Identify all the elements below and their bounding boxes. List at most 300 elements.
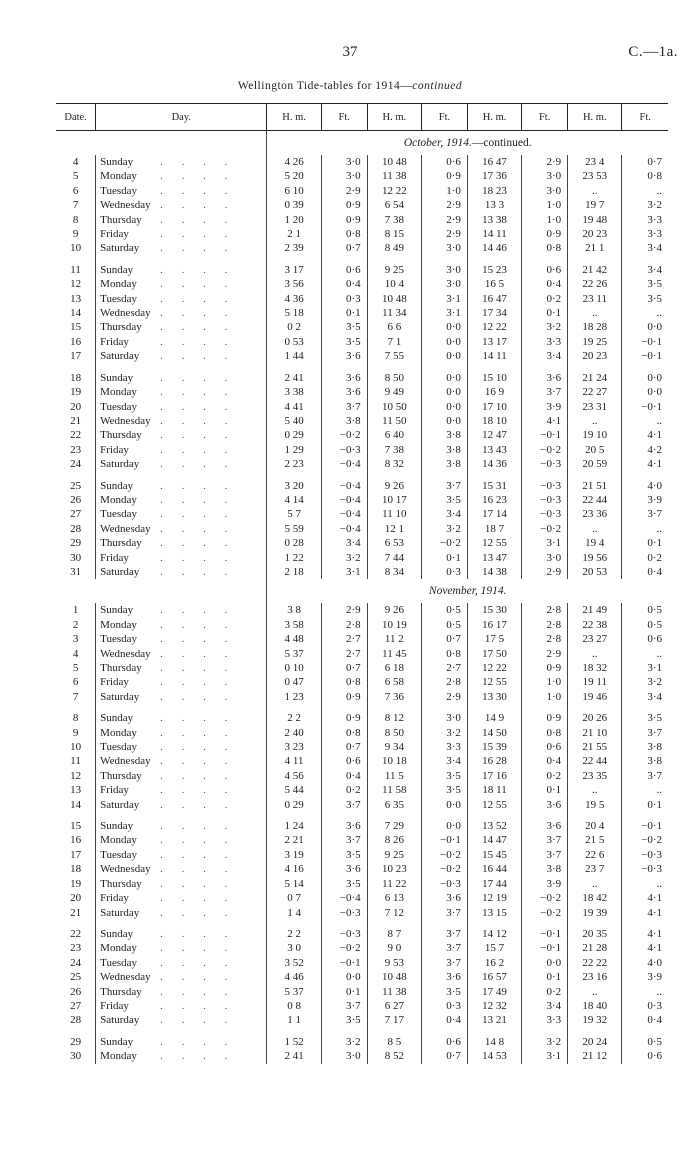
height-cell: 3·7: [321, 798, 367, 812]
time-cell: 1 20: [267, 213, 321, 227]
leader-dots: . . . .: [160, 263, 236, 276]
time-cell: ..: [568, 306, 622, 320]
date-cell: 14: [70, 307, 82, 320]
height-cell: −0·1: [622, 349, 668, 363]
time-cell: 9 49: [367, 385, 421, 399]
height-cell: 1·0: [421, 184, 467, 198]
table-row: [56, 769, 668, 783]
time-cell: 12 32: [467, 999, 521, 1013]
date-cell: 11: [70, 263, 81, 276]
time-cell: 1 4: [267, 906, 321, 920]
time-cell: 19 4: [568, 536, 622, 550]
table-row: [56, 507, 668, 521]
table-row: [56, 292, 668, 306]
day-cell: [96, 833, 267, 847]
table-row: [56, 169, 668, 183]
leader-dots: . . . .: [160, 242, 236, 255]
day-cell: [96, 754, 267, 768]
time-cell: 0 8: [267, 999, 321, 1013]
height-cell: 0·9: [421, 169, 467, 183]
table-row: [56, 618, 668, 632]
time-cell: 14 9: [467, 711, 521, 725]
height-cell: −0·1: [622, 335, 668, 349]
height-cell: 0·5: [622, 618, 668, 632]
height-cell: 3·4: [321, 536, 367, 550]
leader-dots: . . . .: [160, 755, 236, 768]
time-cell: 22 26: [568, 277, 622, 291]
time-cell: 3 58: [267, 618, 321, 632]
day-name: Friday: [100, 892, 129, 905]
date-cell: 9: [72, 228, 79, 241]
height-cell: 0·8: [321, 675, 367, 689]
height-cell: 3·5: [421, 783, 467, 797]
time-cell: 17 14: [467, 507, 521, 521]
date-cell: 6: [72, 184, 79, 197]
table-row: [56, 479, 668, 493]
time-cell: 13 52: [467, 819, 521, 833]
day-cell: [96, 522, 267, 536]
time-cell: 21 10: [568, 726, 622, 740]
gap-cell: [622, 364, 668, 371]
height-cell: 2·8: [522, 603, 568, 617]
height-cell: 3·2: [622, 198, 668, 212]
time-cell: 10 48: [367, 155, 421, 169]
height-cell: 0·3: [421, 565, 467, 579]
day-name: Friday: [100, 999, 129, 1012]
height-cell: 3·8: [522, 862, 568, 876]
time-cell: 1 22: [267, 551, 321, 565]
day-name: Sunday: [100, 927, 134, 940]
leader-dots: . . . .: [160, 942, 236, 955]
date-cell: 23: [70, 443, 82, 456]
height-cell: 0·0: [421, 335, 467, 349]
time-cell: 23 35: [568, 769, 622, 783]
header-row: [56, 104, 668, 131]
leader-dots: . . . .: [160, 604, 236, 617]
table-row: [56, 956, 668, 970]
gap-cell: [96, 812, 267, 819]
table-row: [56, 536, 668, 550]
day-name: Friday: [100, 676, 129, 689]
time-cell: 10 50: [367, 400, 421, 414]
time-cell: 16 9: [467, 385, 521, 399]
time-cell: 13 3: [467, 198, 521, 212]
time-cell: 8 32: [367, 457, 421, 471]
height-cell: 3·4: [522, 349, 568, 363]
day-name: Saturday: [100, 458, 140, 471]
time-cell: 17 5: [467, 632, 521, 646]
day-cell: [96, 565, 267, 579]
leader-dots: . . . .: [160, 213, 236, 226]
day-cell: [96, 1035, 267, 1049]
time-cell: 10 4: [367, 277, 421, 291]
height-cell: 1·0: [522, 690, 568, 704]
leader-dots: . . . .: [160, 522, 236, 535]
time-cell: 11 22: [367, 877, 421, 891]
height-cell: 2·8: [522, 632, 568, 646]
time-cell: 2 18: [267, 565, 321, 579]
time-cell: 17 49: [467, 985, 521, 999]
height-cell: 3·2: [321, 551, 367, 565]
height-cell: 3·5: [321, 320, 367, 334]
table-row: [56, 443, 668, 457]
table-row: [56, 1049, 668, 1063]
leader-dots: . . . .: [160, 848, 236, 861]
leader-dots: . . . .: [160, 371, 236, 384]
height-cell: 3·7: [522, 385, 568, 399]
height-cell: 0·1: [622, 536, 668, 550]
day-name: Friday: [100, 228, 129, 241]
day-cell: [96, 798, 267, 812]
date-cell: 5: [72, 662, 79, 674]
time-cell: 12 22: [467, 661, 521, 675]
day-name: Friday: [100, 551, 129, 564]
day-cell: [96, 457, 267, 471]
height-cell: −0·2: [421, 536, 467, 550]
time-cell: 22 38: [568, 618, 622, 632]
time-cell: 4 46: [267, 970, 321, 984]
time-cell: 11 58: [367, 783, 421, 797]
leader-dots: . . . .: [160, 633, 236, 646]
time-cell: 19 5: [568, 798, 622, 812]
date-cell: 19: [70, 386, 82, 399]
height-cell: −0·4: [321, 493, 367, 507]
time-cell: 6 18: [367, 661, 421, 675]
gap-cell: [467, 920, 521, 927]
table-row: [56, 740, 668, 754]
time-cell: 12 1: [367, 522, 421, 536]
height-cell: 0·4: [421, 1013, 467, 1027]
height-cell: 0·0: [421, 349, 467, 363]
gap-cell: [267, 364, 321, 371]
time-cell: 4 14: [267, 493, 321, 507]
gap-cell: [467, 1028, 521, 1035]
height-cell: 2·8: [522, 618, 568, 632]
height-cell: −0·3: [522, 457, 568, 471]
time-cell: 17 44: [467, 877, 521, 891]
time-cell: 6 53: [367, 536, 421, 550]
time-cell: 5 20: [267, 169, 321, 183]
height-cell: 0·1: [321, 985, 367, 999]
time-cell: 0 53: [267, 335, 321, 349]
gap-cell: [321, 364, 367, 371]
day-name: Monday: [100, 834, 137, 847]
height-cell: 0·0: [421, 320, 467, 334]
time-cell: 3 17: [267, 263, 321, 277]
height-cell: 3·6: [421, 891, 467, 905]
time-cell: 16 47: [467, 155, 521, 169]
height-cell: 3·7: [421, 956, 467, 970]
height-cell: 0·4: [321, 769, 367, 783]
time-cell: 2 40: [267, 726, 321, 740]
table-row: [56, 1035, 668, 1049]
height-cell: 3·7: [622, 769, 668, 783]
time-cell: 22 44: [568, 493, 622, 507]
table-row: [56, 213, 668, 227]
day-name: Tuesday: [100, 508, 138, 521]
height-cell: 0·2: [522, 292, 568, 306]
date-cell: 25: [70, 971, 82, 984]
day-name: Monday: [100, 493, 137, 506]
height-cell: 0·0: [622, 371, 668, 385]
height-cell: 3·3: [622, 227, 668, 241]
time-cell: 7 1: [367, 335, 421, 349]
day-cell: [96, 675, 267, 689]
height-cell: 0·5: [421, 603, 467, 617]
time-cell: 21 42: [568, 263, 622, 277]
height-cell: 3·8: [622, 740, 668, 754]
day-name: Saturday: [100, 242, 140, 255]
leader-dots: . . . .: [160, 741, 236, 754]
height-cell: 3·0: [321, 169, 367, 183]
height-cell: 2·7: [321, 647, 367, 661]
time-cell: 4 48: [267, 632, 321, 646]
height-cell: ..: [622, 522, 668, 536]
caption-emphasis: continued: [412, 80, 463, 92]
height-cell: 0·9: [321, 198, 367, 212]
day-cell: [96, 213, 267, 227]
time-cell: 19 7: [568, 198, 622, 212]
time-cell: 2 1: [267, 227, 321, 241]
day-cell: [96, 906, 267, 920]
day-cell: [96, 277, 267, 291]
table-row: [56, 184, 668, 198]
date-cell: 8: [72, 213, 79, 226]
date-cell: 15: [70, 820, 82, 833]
time-cell: 14 47: [467, 833, 521, 847]
time-cell: ..: [568, 985, 622, 999]
table-row: [56, 877, 668, 891]
time-cell: 16 57: [467, 970, 521, 984]
height-cell: 0·2: [321, 783, 367, 797]
gap-cell: [421, 364, 467, 371]
height-cell: 3·6: [321, 349, 367, 363]
leader-dots: . . . .: [160, 321, 236, 334]
time-cell: 22 6: [568, 848, 622, 862]
table-row: [56, 371, 668, 385]
time-cell: ..: [568, 783, 622, 797]
leader-dots: . . . .: [160, 156, 236, 168]
height-cell: 3·0: [321, 1049, 367, 1063]
height-cell: 4·0: [622, 479, 668, 493]
day-cell: [96, 927, 267, 941]
table-row: [56, 848, 668, 862]
height-cell: 0·3: [421, 999, 467, 1013]
time-cell: 3 56: [267, 277, 321, 291]
time-cell: 21 24: [568, 371, 622, 385]
day-cell: [96, 428, 267, 442]
height-cell: 0·2: [522, 985, 568, 999]
gap-cell: [96, 256, 267, 263]
date-cell: 18: [70, 863, 82, 876]
gap-cell: [522, 472, 568, 479]
day-name: Friday: [100, 335, 129, 348]
time-cell: 7 36: [367, 690, 421, 704]
day-name: Thursday: [100, 321, 142, 334]
height-cell: −0·3: [622, 848, 668, 862]
height-cell: 0·0: [421, 819, 467, 833]
table-row: [56, 862, 668, 876]
height-cell: 4·1: [622, 906, 668, 920]
gap-cell: [321, 256, 367, 263]
date-cell: 20: [70, 400, 82, 413]
day-cell: [96, 169, 267, 183]
height-cell: −0·2: [522, 443, 568, 457]
day-cell: [96, 536, 267, 550]
height-cell: 3·5: [622, 711, 668, 725]
height-cell: ..: [622, 306, 668, 320]
day-cell: [96, 227, 267, 241]
col-header-height-2: Ft.: [421, 104, 467, 131]
height-cell: 3·1: [421, 306, 467, 320]
height-cell: 3·2: [522, 1035, 568, 1049]
height-cell: −0·2: [522, 522, 568, 536]
gap-cell: [622, 256, 668, 263]
gap-cell: [622, 812, 668, 819]
table-row: [56, 783, 668, 797]
height-cell: 3·4: [622, 241, 668, 255]
time-cell: 15 30: [467, 603, 521, 617]
day-cell: [96, 479, 267, 493]
height-cell: 0·1: [522, 970, 568, 984]
height-cell: 0·7: [421, 1049, 467, 1063]
time-cell: 0 29: [267, 798, 321, 812]
leader-dots: . . . .: [160, 618, 236, 631]
time-cell: 7 44: [367, 551, 421, 565]
time-cell: ..: [568, 647, 622, 661]
day-cell: [96, 1013, 267, 1027]
height-cell: 4·1: [522, 414, 568, 428]
gap-cell: [568, 364, 622, 371]
height-cell: 2·9: [522, 155, 568, 169]
time-cell: 7 12: [367, 906, 421, 920]
gap-cell: [367, 704, 421, 711]
time-cell: 14 11: [467, 349, 521, 363]
day-cell: [96, 618, 267, 632]
gap-cell: [96, 364, 267, 371]
height-cell: 4·1: [622, 428, 668, 442]
month-heading-pad: [56, 579, 267, 603]
height-cell: 0·8: [522, 726, 568, 740]
height-cell: −0·3: [321, 906, 367, 920]
height-cell: 0·9: [522, 711, 568, 725]
height-cell: −0·3: [522, 507, 568, 521]
time-cell: 3 8: [267, 603, 321, 617]
day-name: Sunday: [100, 1035, 134, 1048]
height-cell: 0·5: [421, 618, 467, 632]
gap-cell: [421, 1028, 467, 1035]
gap-cell: [467, 704, 521, 711]
leader-dots: . . . .: [160, 662, 236, 674]
leader-dots: . . . .: [160, 414, 236, 427]
time-cell: 10 48: [367, 970, 421, 984]
gap-cell: [96, 704, 267, 711]
date-cell: 9: [72, 726, 79, 739]
gap-cell: [96, 472, 267, 479]
day-name: Thursday: [100, 429, 142, 442]
time-cell: 13 17: [467, 335, 521, 349]
day-name: Monday: [100, 726, 137, 739]
height-cell: −0·1: [321, 956, 367, 970]
time-cell: 12 19: [467, 891, 521, 905]
time-cell: 5 37: [267, 985, 321, 999]
time-cell: 18 10: [467, 414, 521, 428]
height-cell: 3·6: [522, 798, 568, 812]
table-row: [56, 603, 668, 617]
table-row: [56, 335, 668, 349]
height-cell: 0·8: [421, 647, 467, 661]
time-cell: 12 47: [467, 428, 521, 442]
height-cell: −0·2: [522, 906, 568, 920]
day-name: Tuesday: [100, 400, 138, 413]
table-row: [56, 1013, 668, 1027]
time-cell: 7 38: [367, 443, 421, 457]
date-cell: 12: [70, 278, 82, 291]
height-cell: 3·6: [421, 970, 467, 984]
height-cell: 0·2: [622, 551, 668, 565]
col-header-time-3: H. m.: [467, 104, 521, 131]
gap-cell: [367, 1028, 421, 1035]
height-cell: 3·6: [321, 819, 367, 833]
day-name: Wednesday: [100, 863, 151, 876]
date-cell: 7: [72, 199, 79, 212]
day-cell: [96, 414, 267, 428]
gap-cell: [522, 812, 568, 819]
table-row: [56, 551, 668, 565]
table-row: [56, 970, 668, 984]
height-cell: ..: [622, 184, 668, 198]
height-cell: −0·4: [321, 479, 367, 493]
height-cell: 0·8: [522, 241, 568, 255]
height-cell: 0·8: [321, 726, 367, 740]
leader-dots: . . . .: [160, 798, 236, 811]
tide-table: [56, 103, 668, 1064]
time-cell: 13 43: [467, 443, 521, 457]
height-cell: 3·5: [321, 335, 367, 349]
time-cell: 11 2: [367, 632, 421, 646]
height-cell: −0·3: [321, 443, 367, 457]
time-cell: 11 50: [367, 414, 421, 428]
gap-cell: [321, 812, 367, 819]
date-cell: 5: [72, 170, 79, 183]
day-cell: [96, 320, 267, 334]
height-cell: 0·0: [321, 970, 367, 984]
leader-dots: . . . .: [160, 184, 236, 197]
time-cell: 10 19: [367, 618, 421, 632]
time-cell: 1 24: [267, 819, 321, 833]
height-cell: −0·1: [622, 819, 668, 833]
leader-dots: . . . .: [160, 479, 236, 492]
table-row: [56, 522, 668, 536]
day-name: Wednesday: [100, 414, 151, 427]
height-cell: 3·7: [321, 400, 367, 414]
day-name: Sunday: [100, 604, 134, 617]
gap-cell: [622, 920, 668, 927]
time-cell: 15 23: [467, 263, 521, 277]
height-cell: −0·2: [321, 428, 367, 442]
height-cell: 3·7: [522, 848, 568, 862]
col-header-time-1: H. m.: [267, 104, 321, 131]
height-cell: 0·0: [421, 385, 467, 399]
time-cell: 18 7: [467, 522, 521, 536]
time-cell: 14 36: [467, 457, 521, 471]
time-cell: 11 38: [367, 985, 421, 999]
week-gap: [56, 920, 668, 927]
leader-dots: . . . .: [160, 971, 236, 984]
time-cell: 21 51: [568, 479, 622, 493]
table-row: [56, 241, 668, 255]
date-cell: 18: [70, 371, 82, 384]
